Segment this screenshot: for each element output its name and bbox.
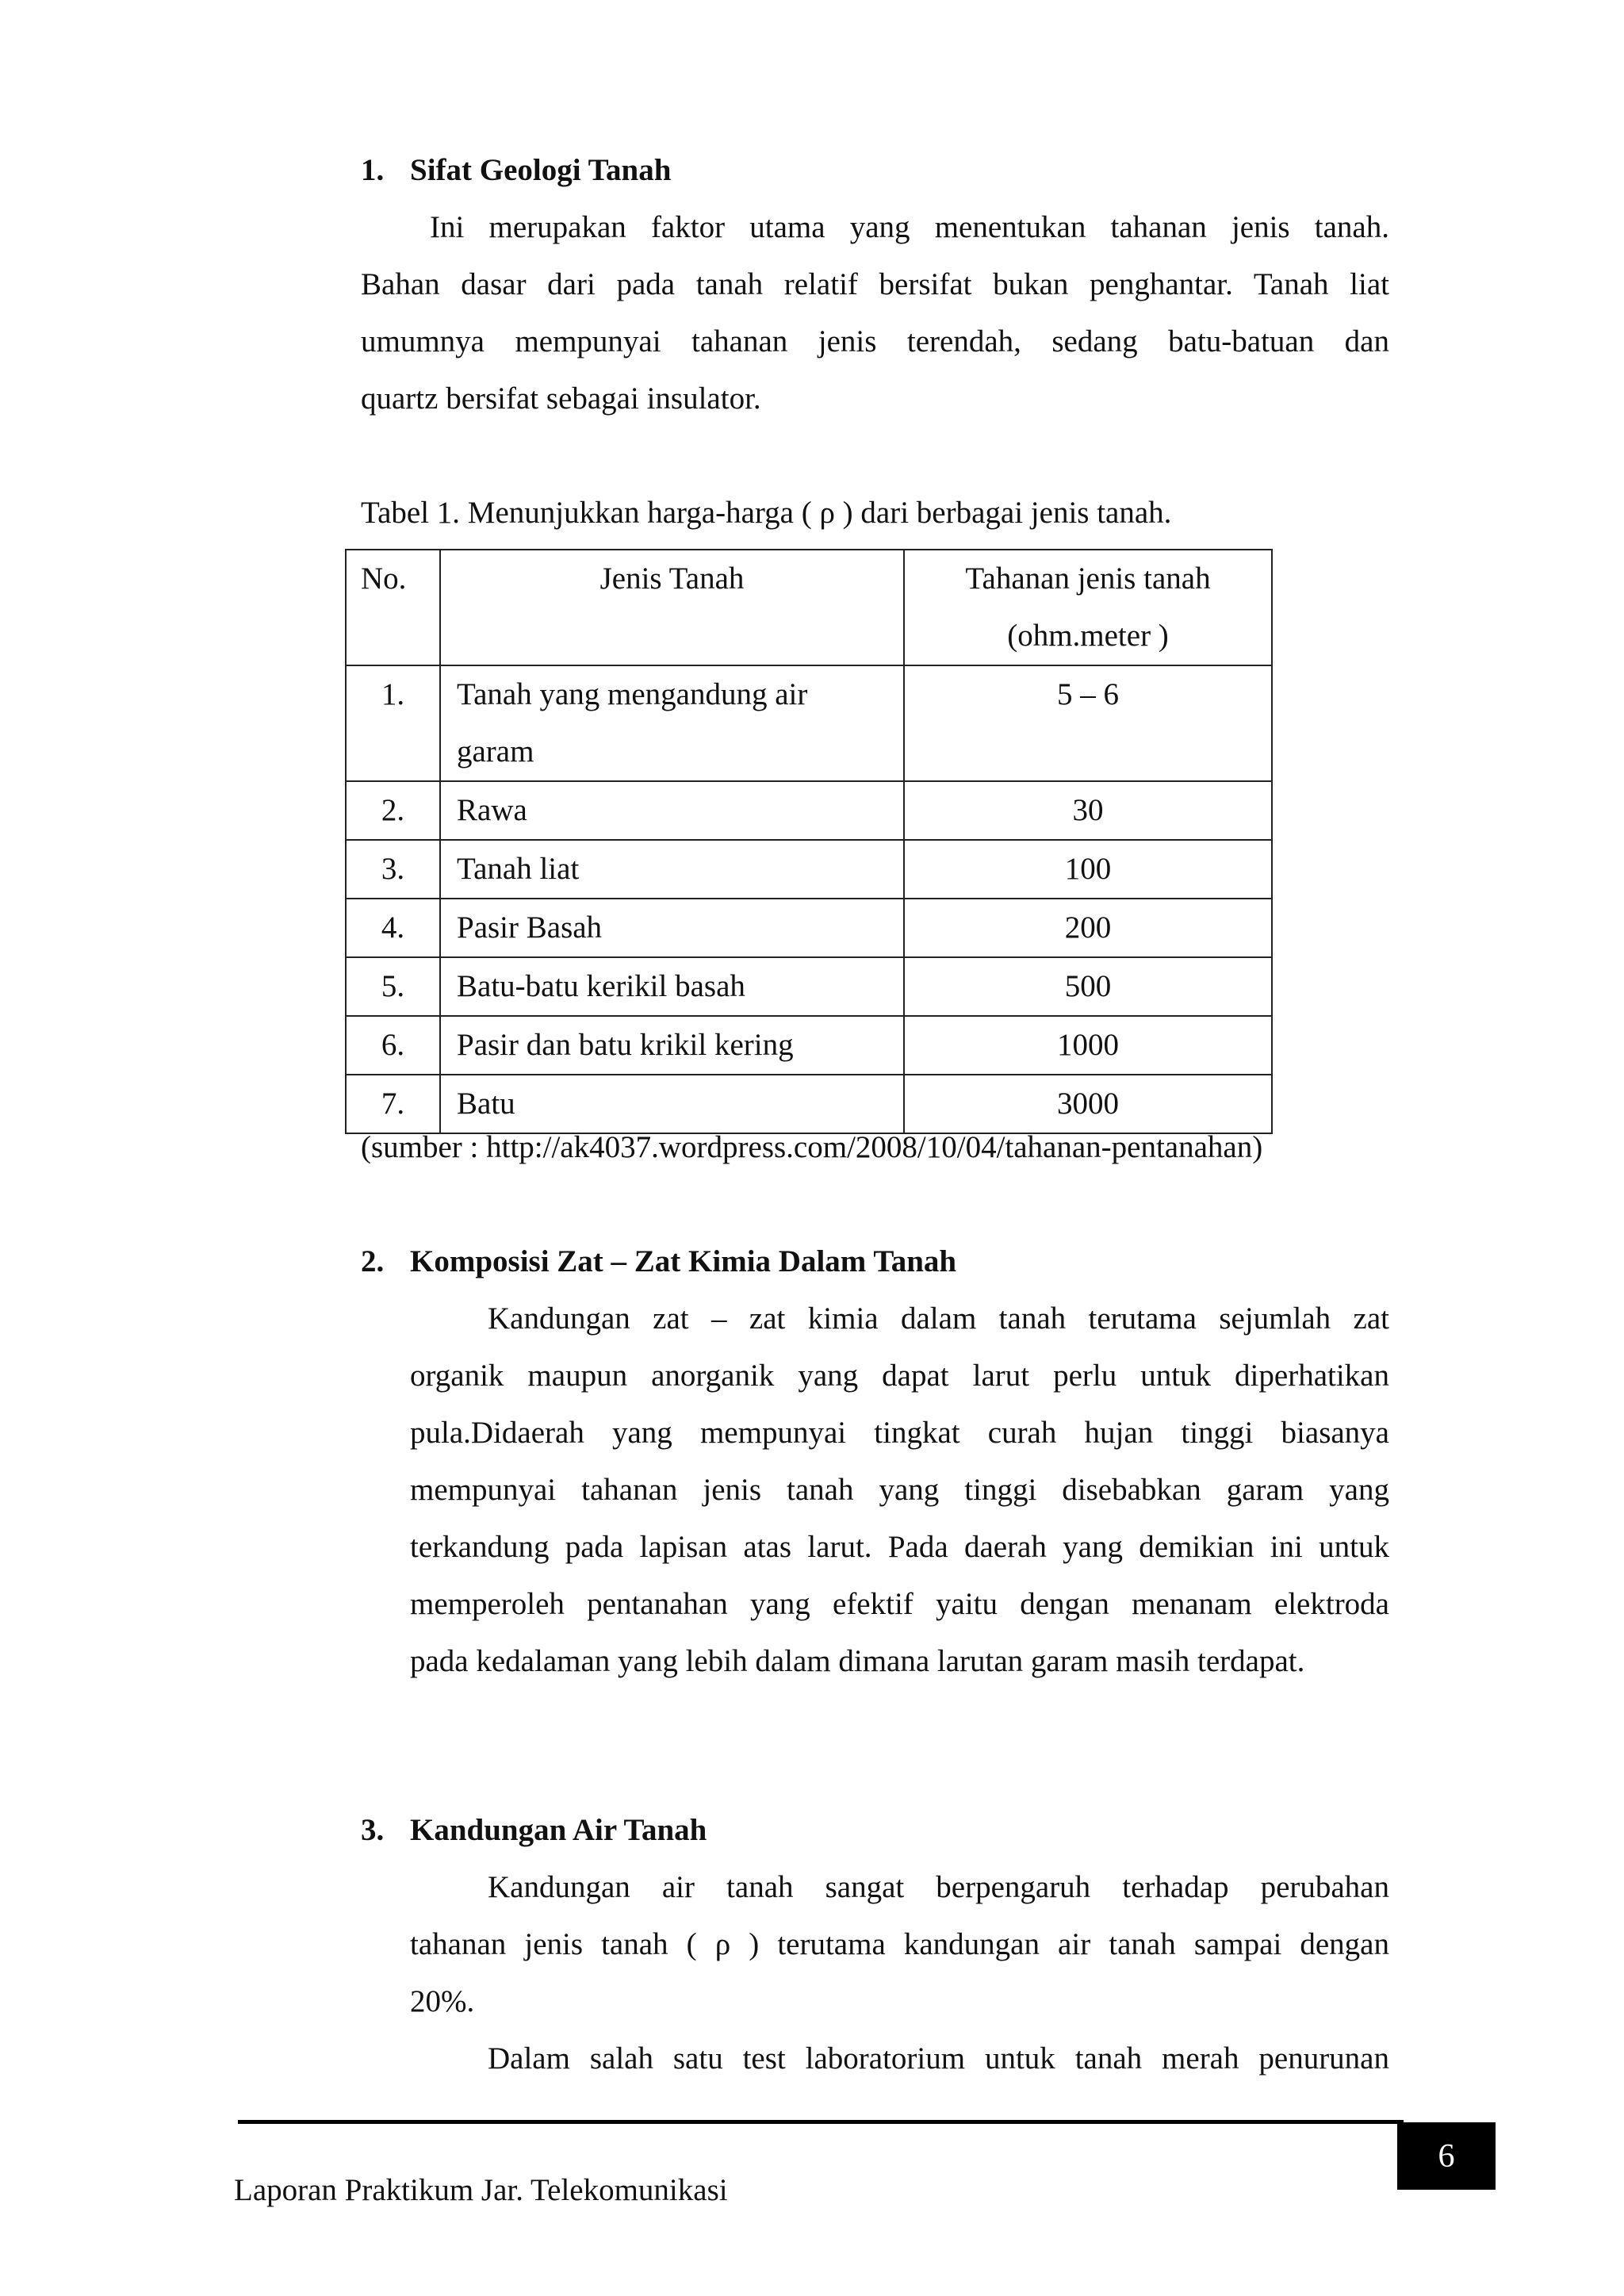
cell-jenis: Batu — [440, 1075, 904, 1133]
paragraph-line: Kandungan zat – zat kimia dalam tanah terutama sejumlah zat — [488, 1301, 1389, 1336]
cell-no: 1. — [346, 665, 440, 781]
cell-jenis: Pasir dan batu krikil kering — [440, 1016, 904, 1075]
table-header-row — [346, 550, 1272, 665]
cell-value: 100 — [904, 840, 1272, 899]
paragraph-line: mempunyai tahanan jenis tanah yang tinggi disebabkan garam yang — [410, 1473, 1389, 1507]
cell-value: 1000 — [904, 1016, 1272, 1075]
table-row — [346, 1075, 1272, 1133]
header-tahanan: Tahanan jenis tanah (ohm.meter ) — [904, 550, 1272, 665]
paragraph-line: Ini merupakan faktor utama yang menentukan tahanan jenis tanah. — [430, 210, 1389, 244]
footer-rule — [238, 2120, 1404, 2124]
cell-value: 500 — [904, 957, 1272, 1016]
paragraph-line: pada kedalaman yang lebih dalam dimana larutan garam masih terdapat. — [410, 1644, 1305, 1678]
table-caption: Tabel 1. Menunjukkan harga-harga ( ρ ) dari berbagai jenis tanah. — [361, 496, 1172, 530]
cell-no: 3. — [346, 840, 440, 899]
soil-resistivity-table — [345, 549, 1273, 1134]
cell-jenis: Tanah yang mengandung air garam — [440, 665, 904, 781]
section-3-number: 3. — [361, 1813, 385, 1847]
section-2-title: Komposisi Zat – Zat Kimia Dalam Tanah — [410, 1244, 957, 1278]
paragraph-line: tahanan jenis tanah ( ρ ) terutama kandungan air tanah sampai dengan — [410, 1927, 1389, 1961]
section-2-number: 2. — [361, 1244, 385, 1278]
paragraph-line: organik maupun anorganik yang dapat larut perlu untuk diperhatikan — [410, 1359, 1389, 1393]
section-3-paragraph — [410, 1859, 1389, 2087]
table-row — [346, 665, 1272, 781]
paragraph-line: umumnya mempunyai tahanan jenis terendah, sedang batu-batuan dan — [361, 324, 1389, 358]
table-row — [346, 899, 1272, 957]
section-3-heading — [361, 1811, 1154, 1850]
cell-jenis: Rawa — [440, 781, 904, 840]
paragraph-line: 20%. — [410, 1984, 475, 2018]
paragraph-line: terkandung pada lapisan atas larut. Pada daerah yang demikian ini untuk — [410, 1530, 1389, 1564]
cell-jenis: Pasir Basah — [440, 899, 904, 957]
cell-no: 6. — [346, 1016, 440, 1075]
section-1-title: Sifat Geologi Tanah — [410, 153, 672, 187]
header-jenis: Jenis Tanah — [440, 550, 904, 665]
cell-value: 5 – 6 — [904, 665, 1272, 781]
table-source: (sumber : http://ak4037.wordpress.com/2008/10/04/tahanan-pentanahan) — [361, 1130, 1263, 1164]
section-1-paragraph — [361, 199, 1389, 427]
section-1-number: 1. — [361, 153, 385, 187]
paragraph-line: Dalam salah satu test laboratorium untuk tanah merah penurunan — [488, 2041, 1389, 2076]
section-2-paragraph — [410, 1290, 1389, 1690]
paragraph-line: quartz bersifat sebagai insulator. — [361, 381, 761, 416]
page-number: 6 — [1397, 2122, 1496, 2190]
table-row — [346, 1016, 1272, 1075]
table-row — [346, 957, 1272, 1016]
section-1-heading — [361, 151, 1074, 190]
section-2-heading — [361, 1242, 1154, 1282]
cell-no: 7. — [346, 1075, 440, 1133]
cell-jenis: Batu-batu kerikil basah — [440, 957, 904, 1016]
paragraph-line: pula.Didaerah yang mempunyai tingkat curah hujan tinggi biasanya — [410, 1416, 1389, 1450]
cell-no: 4. — [346, 899, 440, 957]
cell-value: 30 — [904, 781, 1272, 840]
cell-no: 5. — [346, 957, 440, 1016]
cell-value: 3000 — [904, 1075, 1272, 1133]
header-no: No. — [346, 550, 440, 665]
paragraph-line: Kandungan air tanah sangat berpengaruh terhadap perubahan — [488, 1870, 1389, 1904]
table-row — [346, 781, 1272, 840]
section-3-title: Kandungan Air Tanah — [410, 1813, 707, 1847]
table-row — [346, 840, 1272, 899]
footer-text: Laporan Praktikum Jar. Telekomunikasi — [234, 2173, 728, 2207]
paragraph-line: memperoleh pentanahan yang efektif yaitu dengan menanam elektroda — [410, 1587, 1389, 1621]
paragraph-line: Bahan dasar dari pada tanah relatif bersifat bukan penghantar. Tanah liat — [361, 267, 1389, 301]
cell-value: 200 — [904, 899, 1272, 957]
cell-jenis: Tanah liat — [440, 840, 904, 899]
cell-no: 2. — [346, 781, 440, 840]
